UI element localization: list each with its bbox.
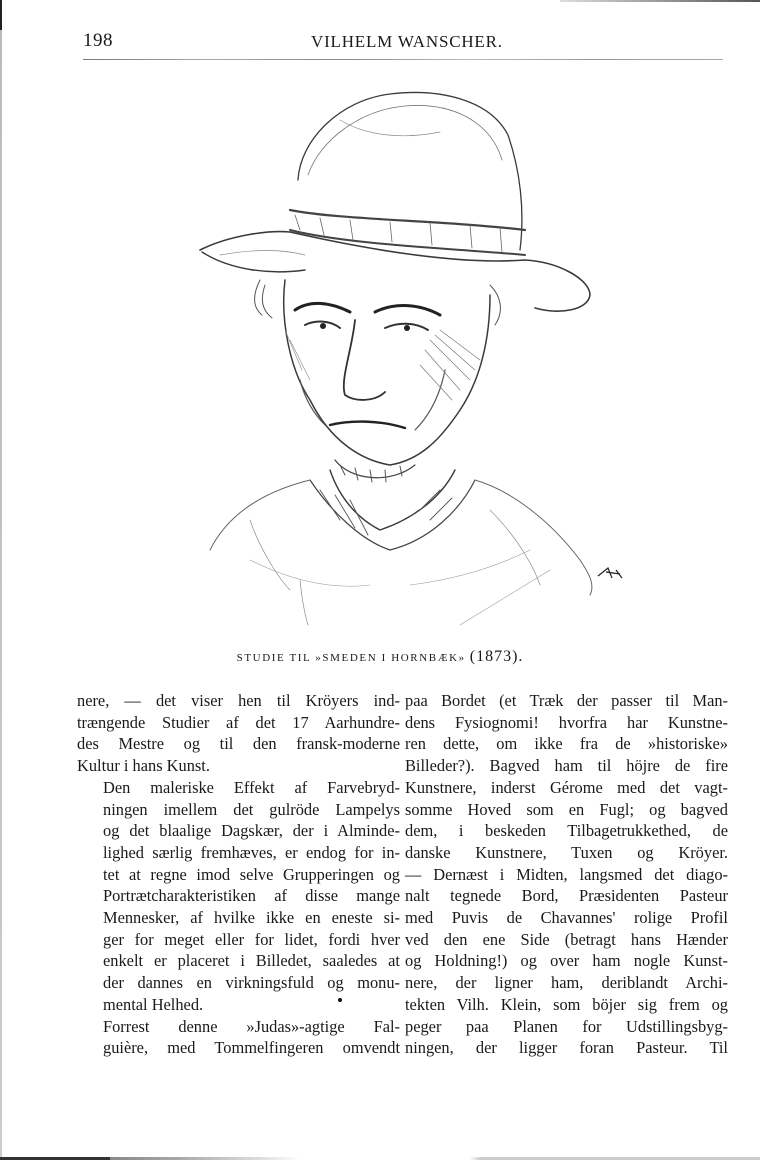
text-line: Portrætcharakteristiken af disse mange: [103, 886, 400, 906]
text-line: dem, i beskeden Tilbagetrukkethed, de: [405, 821, 728, 841]
text-line: tet at regne imod selve Grupperingen og: [103, 864, 400, 884]
figure-caption: [0, 648, 760, 666]
text-column-right: [405, 690, 728, 1059]
caption-year: (1873).: [469, 648, 524, 665]
text-line: guière, med Tommelfingeren omvendt: [103, 1038, 400, 1058]
text-line: peger paa Planen for Udstillingsbyg-: [405, 1016, 728, 1036]
caption-text: STUDIE TIL »SMEDEN I HORNBÆK»: [236, 652, 466, 664]
text-line: dens Fysiognomi! hvorfra har Kunstne-: [405, 712, 728, 732]
text-line: ved den ene Side (betragt hans Hænder: [405, 929, 728, 949]
text-line: med Puvis de Chavannes' rolige Profil: [405, 908, 728, 928]
portrait-illustration: [190, 80, 660, 640]
text-line: der dannes en virkningsfuld og monu-: [103, 973, 400, 993]
text-line: danske Kunstnere, Tuxen og Kröyer.: [405, 842, 728, 862]
text-line: tekten Vilh. Klein, som böjer sig frem og: [405, 994, 728, 1014]
text-line: nere, — det viser hen til Kröyers ind-: [77, 691, 400, 710]
text-line: — Dernæst i Midten, langsmed det diago-: [405, 864, 728, 884]
text-line: des Mestre og til den fransk-moderne: [77, 734, 400, 754]
text-line: Forrest denne »Judas»-agtige Fal-: [103, 1016, 400, 1036]
page-number: 198: [83, 30, 113, 51]
text-column-left: [77, 690, 400, 1059]
paragraph: [77, 690, 400, 777]
text-line: Billeder?). Bagved ham til höjre de fire: [405, 756, 728, 776]
portrait-sketch-icon: [190, 80, 660, 640]
text-line: ningen imellem det gulröde Lampelys: [103, 799, 400, 819]
text-line: nere, der ligner ham, deriblandt Archi-: [405, 973, 728, 993]
paragraph: [77, 1016, 400, 1059]
print-speck: [338, 998, 342, 1002]
text-line: Mennesker, af hvilke ikke en eneste si-: [103, 908, 400, 928]
text-line: Den maleriske Effekt af Farvebryd-: [103, 777, 400, 797]
text-line: og Holdning!) og over ham nogle Kunst-: [405, 951, 728, 971]
running-head: [83, 30, 723, 54]
text-line: ren dette, om ikke fra de »historiske»: [405, 734, 728, 754]
text-line: lighed særlig fremhæves, er endog for in-: [103, 842, 400, 862]
text-line: Kunstnere, inderst Gérome med det vagt-: [405, 777, 728, 797]
text-line: trængende Studier af det 17 Aarhundre-: [77, 712, 400, 732]
running-title: VILHELM WANSCHER.: [311, 32, 503, 51]
header-rule: [83, 59, 723, 60]
text-line: mental Helhed.: [103, 994, 204, 1014]
scan-edge-left: [0, 0, 2, 1160]
text-line: paa Bordet (et Træk der passer til Man-: [405, 691, 728, 710]
text-line: somme Hoved som en Fugl; og bagved: [405, 799, 728, 819]
text-line: og det blaalige Dagskær, der i Alminde-: [103, 821, 400, 841]
signature-monogram-icon: [598, 568, 622, 578]
text-line: enkelt er placeret i Billedet, saaledes at: [103, 951, 400, 971]
text-line: Kultur i hans Kunst.: [77, 756, 210, 776]
text-line: ningen, der ligger foran Pasteur. Til: [405, 1038, 728, 1058]
text-line: ger for meget eller for lidet, fordi hver: [103, 929, 400, 949]
paragraph: [405, 690, 728, 1059]
text-line: nalt tegnede Bord, Præsidenten Pasteur: [405, 886, 728, 906]
scan-edge-top: [560, 0, 760, 2]
paragraph: [77, 777, 400, 1016]
